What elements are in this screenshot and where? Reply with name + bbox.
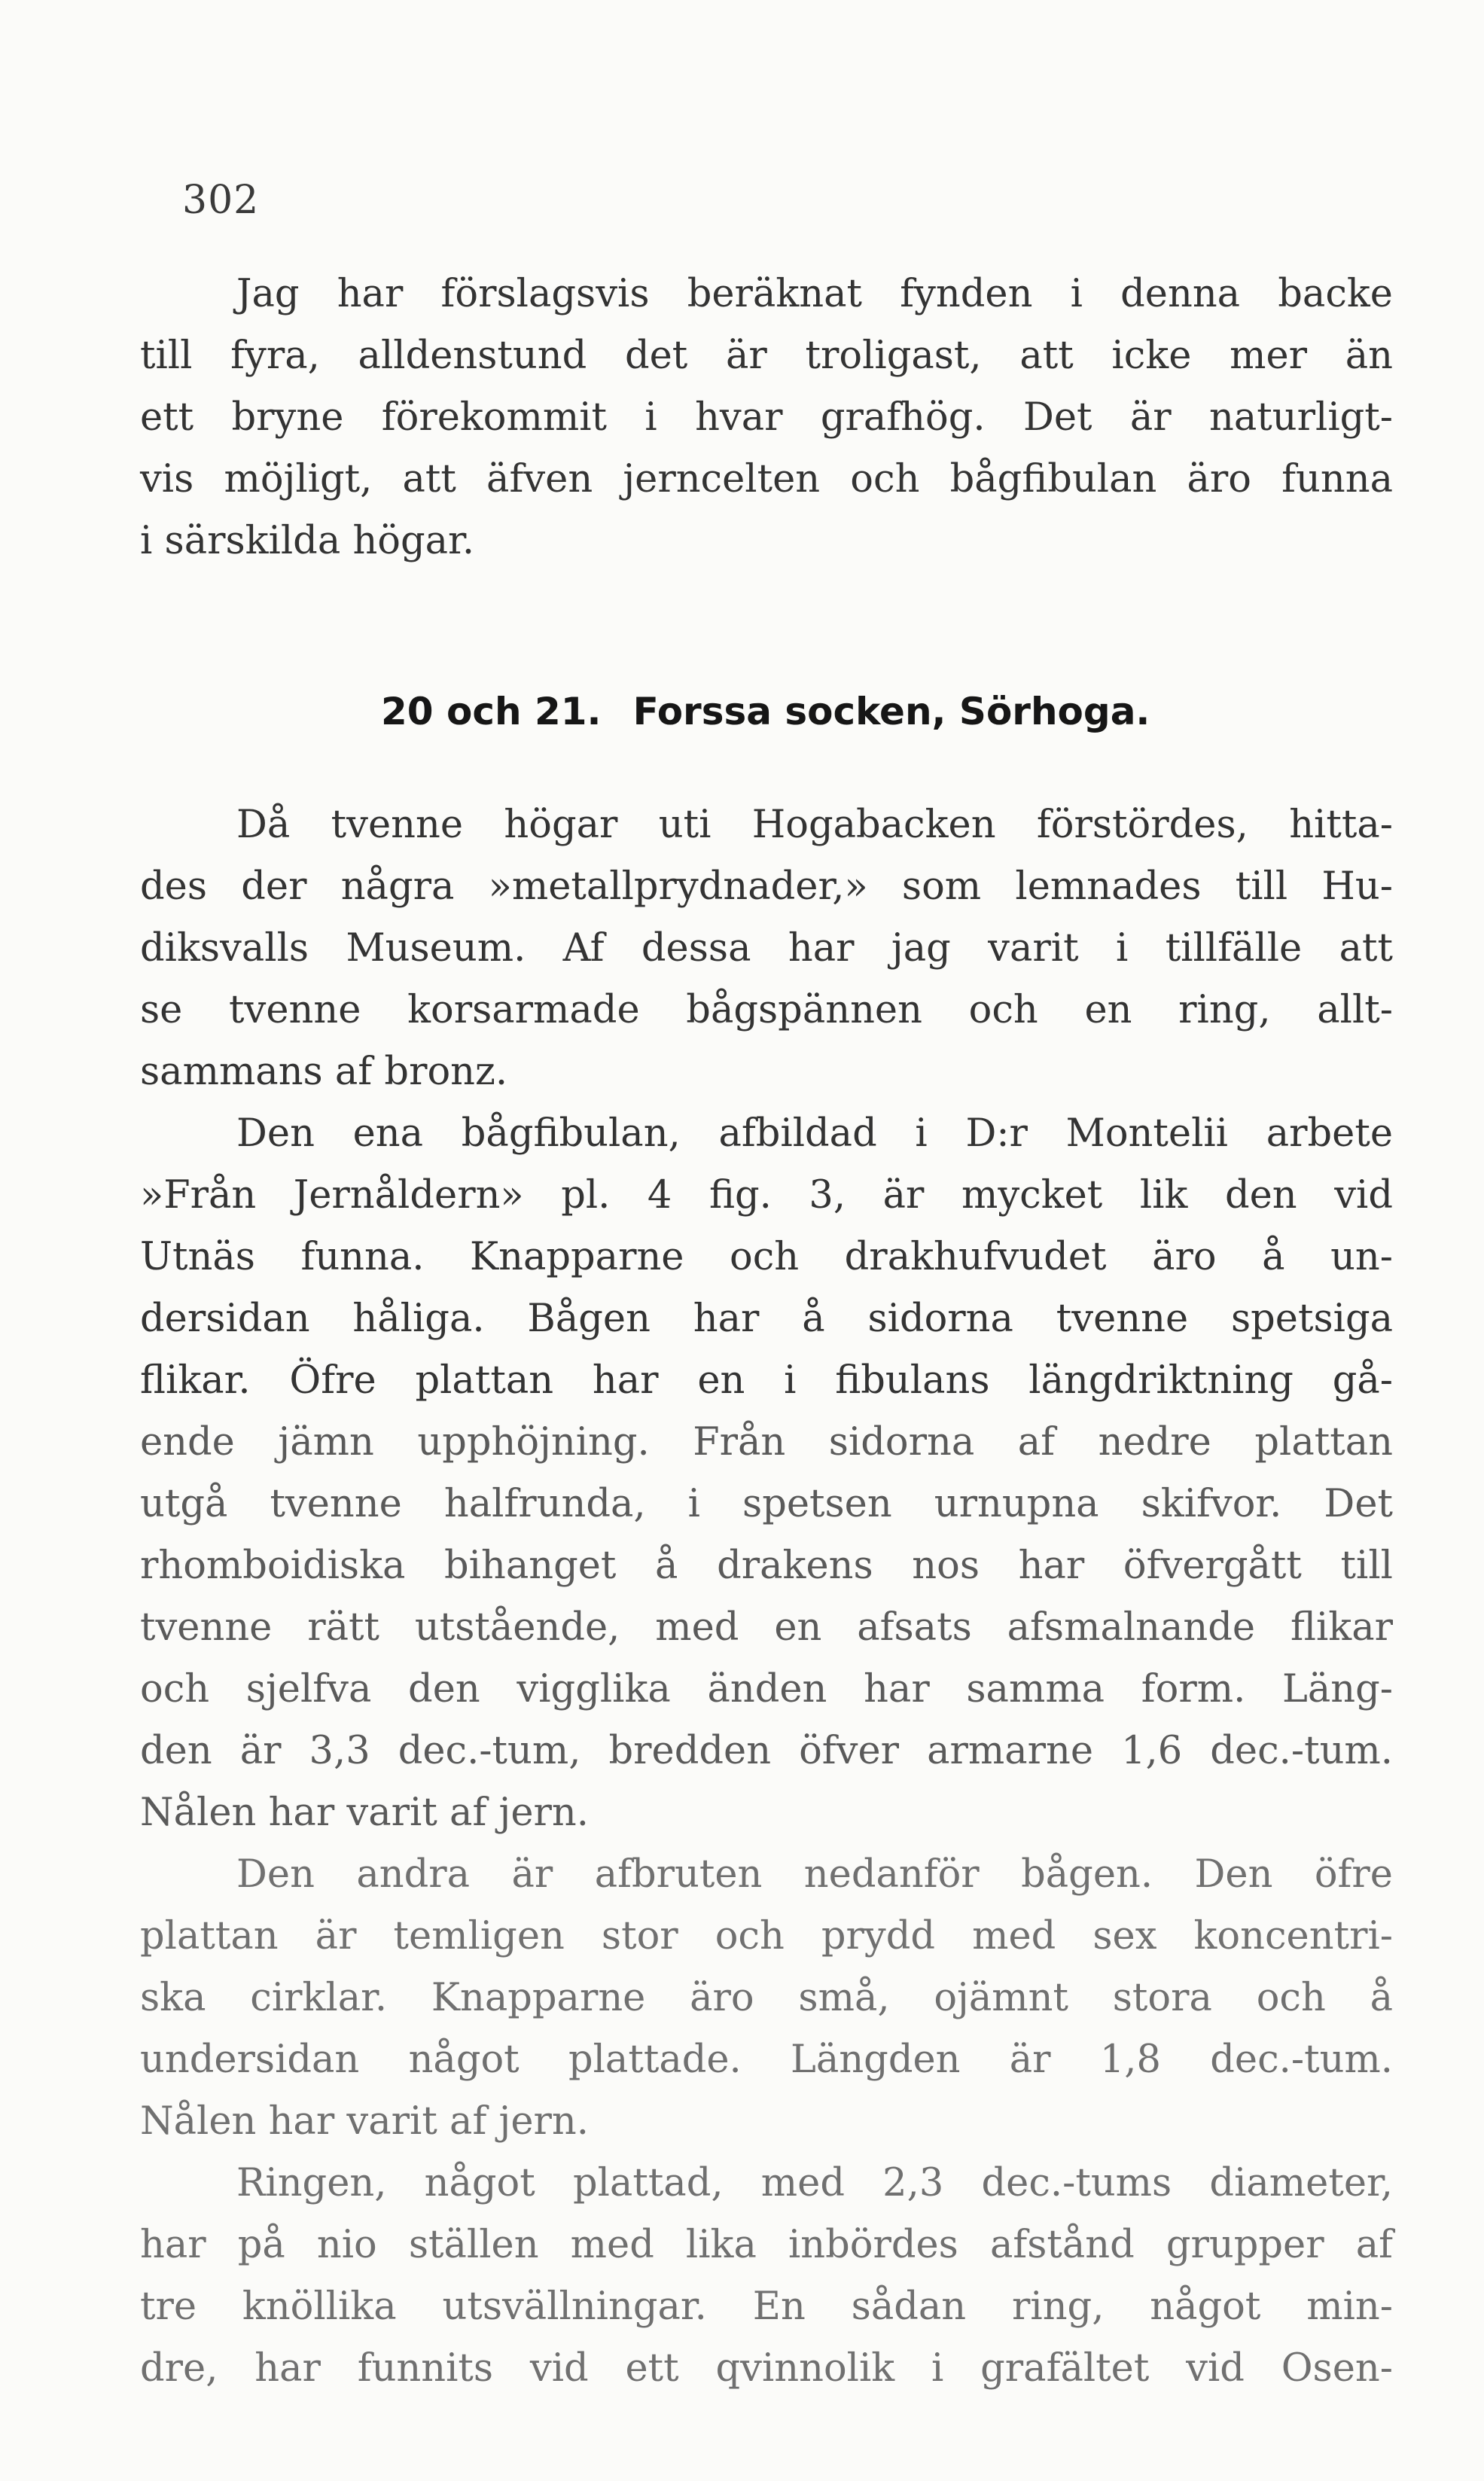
section-body [140, 794, 1393, 2400]
text-line: ende jämn upphöjning. Från sidorna af nedre plattan [140, 1420, 1393, 1465]
text-line: Den andra är afbruten nedanför bågen. Den öfre [236, 1852, 1393, 1897]
text-line: rhomboidiska bihanget å drakens nos har öfvergått till [140, 1544, 1393, 1588]
text-line: i särskilda högar. [140, 519, 475, 563]
text-line: har på nio ställen med lika inbördes afstånd grupper af [140, 2223, 1393, 2267]
text-line: Utnäs funna. Knapparne och drakhufvudet äro å un- [140, 1235, 1393, 1279]
text-line: den är 3,3 dec.-tum, bredden öfver armarne 1,6 dec.-tum. [140, 1729, 1393, 1773]
text-line: dre, har funnits vid ett qvinnolik i grafältet vid Osen- [140, 2346, 1393, 2391]
text-line: och sjelfva den vigglika änden har samma form. Läng- [140, 1667, 1393, 1711]
text-line: plattan är temligen stor och prydd med sex koncentri- [140, 1914, 1393, 1958]
text-line: Den ena bågfibulan, afbildad i D:r Montelii arbete [236, 1111, 1393, 1156]
text-line: Nålen har varit af jern. [140, 1791, 589, 1835]
text-line: Ringen, något plattad, med 2,3 dec.-tums diameter, [236, 2161, 1393, 2205]
text-line: Jag har förslagsvis beräknat fynden i denna backe [236, 272, 1393, 316]
text-line: tre knöllika utsvällningar. En sådan ring, något min- [140, 2284, 1393, 2329]
text-line: flikar. Öfre plattan har en i fibulans längdriktning gå- [140, 1358, 1393, 1403]
text-line: des der några »metallprydnader,» som lemnades till Hu- [140, 864, 1393, 909]
text-line: dersidan håliga. Bågen har å sidorna tvenne spetsiga [140, 1297, 1393, 1341]
text-line: sammans af bronz. [140, 1050, 508, 1094]
text-line: ska cirklar. Knapparne äro små, ojämnt stora och å [140, 1976, 1393, 2020]
text-line: Då tvenne högar uti Hogabacken förstördes, hitta- [236, 803, 1393, 847]
section-number: 20 och 21. [381, 690, 602, 733]
text-line: Nålen har varit af jern. [140, 2099, 589, 2144]
section-title: Forssa socken, Sörhoga. [632, 690, 1150, 733]
page-number: 302 [182, 178, 260, 223]
text-line: undersidan något plattade. Längden är 1,8 dec.-tum. [140, 2038, 1393, 2082]
text-line: utgå tvenne halfrunda, i spetsen urnupna skifvor. Det [140, 1482, 1393, 1526]
text-line: »Från Jernåldern» pl. 4 fig. 3, är mycket lik den vid [140, 1173, 1393, 1218]
paragraph-intro [140, 264, 1393, 572]
text-line: se tvenne korsarmade bågspännen och en ring, allt- [140, 988, 1393, 1032]
text-line: ett bryne förekommit i hvar grafhög. Det är naturligt- [140, 395, 1393, 440]
text-line: tvenne rätt utstående, med en afsats afsmalnande flikar [140, 1605, 1393, 1650]
text-line: vis möjligt, att äfven jerncelten och bågfibulan äro funna [140, 457, 1393, 501]
text-line: till fyra, alldenstund det är troligast, att icke mer än [140, 334, 1393, 378]
section-heading [381, 685, 1150, 738]
text-line: diksvalls Museum. Af dessa har jag varit i tillfälle att [140, 926, 1393, 971]
